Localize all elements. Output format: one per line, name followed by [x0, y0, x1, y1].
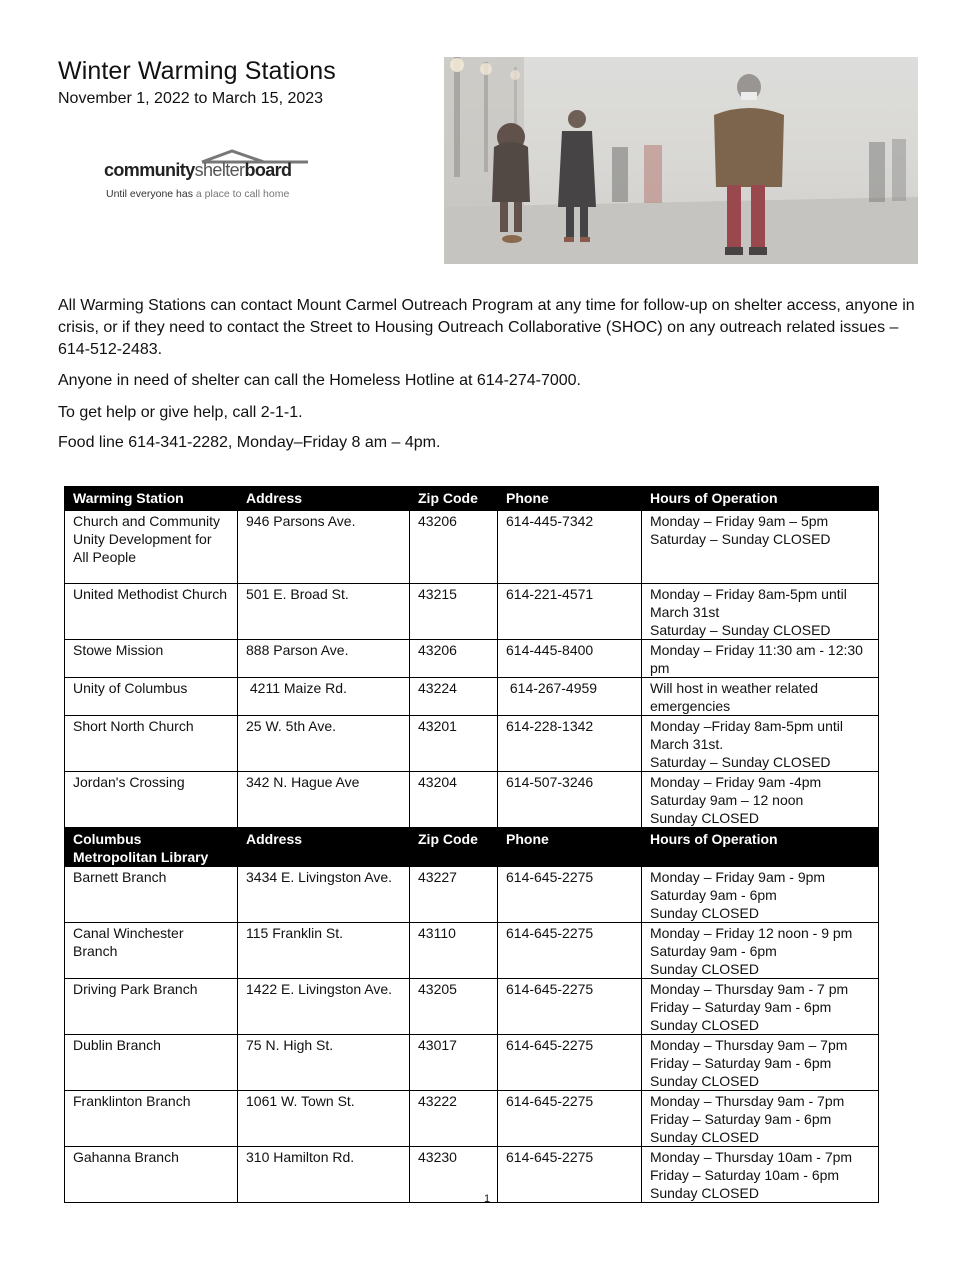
cell-address: 1422 E. Livingston Ave. — [238, 979, 410, 1035]
hours-line: Friday – Saturday 9am - 6pm — [650, 999, 832, 1015]
cell-address: 1061 W. Town St. — [238, 1091, 410, 1147]
table-row — [65, 640, 879, 678]
winter-street-photo — [444, 57, 918, 264]
cell-name: Canal Winchester Branch — [65, 923, 238, 979]
food-line-paragraph: Food line 614-341-2282, Monday–Friday 8 am – 4pm. — [58, 434, 441, 451]
cell-name: Dublin Branch — [65, 1035, 238, 1091]
page-title: Winter Warming Stations — [58, 57, 336, 85]
cell-zip: 43227 — [410, 867, 498, 923]
cell-name: United Methodist Church — [65, 584, 238, 640]
cell-hours — [642, 772, 879, 828]
table-row — [65, 1091, 879, 1147]
cell-zip: 43215 — [410, 584, 498, 640]
cell-zip: 43224 — [410, 678, 498, 716]
cell-hours — [642, 584, 879, 640]
hours-line: Monday – Friday 11:30 am - 12:30 pm — [650, 642, 863, 676]
table-row — [65, 511, 879, 584]
cell-hours — [642, 716, 879, 772]
cell-phone: 614-645-2275 — [498, 867, 642, 923]
cell-zip: 43222 — [410, 1091, 498, 1147]
cell-zip: 43230 — [410, 1147, 498, 1203]
hours-line: Saturday – Sunday CLOSED — [650, 622, 831, 638]
table-row — [65, 867, 879, 923]
column-header: Hours of Operation — [642, 487, 879, 511]
logo-tagline — [106, 188, 289, 200]
column-header: Address — [238, 828, 410, 867]
cell-address: 501 E. Broad St. — [238, 584, 410, 640]
cell-zip: 43205 — [410, 979, 498, 1035]
hours-line: Monday – Friday 8am-5pm until March 31st — [650, 586, 847, 620]
page-number: 1 — [484, 1193, 491, 1205]
hours-line: Monday – Friday 9am - 9pm — [650, 869, 826, 885]
hours-line: Monday – Thursday 10am - 7pm — [650, 1149, 853, 1165]
table-header-row — [65, 487, 879, 511]
table-row — [65, 1147, 879, 1203]
cell-hours — [642, 979, 879, 1035]
column-header: Zip Code — [410, 828, 498, 867]
hours-line: Sunday CLOSED — [650, 1185, 759, 1201]
hours-line: Sunday CLOSED — [650, 810, 759, 826]
table-row — [65, 584, 879, 640]
hours-line: Monday – Friday 12 noon - 9 pm — [650, 925, 853, 941]
cell-hours — [642, 640, 879, 678]
hours-line: Monday – Thursday 9am - 7 pm — [650, 981, 849, 997]
cell-phone: 614-221-4571 — [498, 584, 642, 640]
table-row — [65, 979, 879, 1035]
hours-line: Sunday CLOSED — [650, 1073, 759, 1089]
cell-hours — [642, 867, 879, 923]
column-header: Phone — [498, 487, 642, 511]
column-header: Zip Code — [410, 487, 498, 511]
hours-line: Monday – Friday 9am – 5pm — [650, 513, 829, 529]
hours-line: Sunday CLOSED — [650, 961, 759, 977]
column-header: Warming Station — [65, 487, 238, 511]
hours-line: Friday – Saturday 9am - 6pm — [650, 1111, 832, 1127]
cell-hours — [642, 1035, 879, 1091]
hours-line: Saturday 9am - 6pm — [650, 943, 777, 959]
warming-stations-table — [64, 486, 879, 1203]
hours-line: Sunday CLOSED — [650, 905, 759, 921]
hours-line: Saturday 9am - 6pm — [650, 887, 777, 903]
hours-line: Monday – Friday 9am -4pm — [650, 774, 822, 790]
cell-phone: 614-645-2275 — [498, 1147, 642, 1203]
help-paragraph: To get help or give help, call 2-1-1. — [58, 404, 303, 421]
cell-name: Driving Park Branch — [65, 979, 238, 1035]
cell-name: Short North Church — [65, 716, 238, 772]
hours-line: Friday – Saturday 10am - 6pm — [650, 1167, 840, 1183]
hours-line: Will host in weather related emergencies — [650, 680, 819, 714]
cell-zip: 43017 — [410, 1035, 498, 1091]
table-row — [65, 716, 879, 772]
hours-line: Saturday 9am – 12 noon — [650, 792, 804, 808]
cell-address: 115 Franklin St. — [238, 923, 410, 979]
hours-line: Monday – Thursday 9am - 7pm — [650, 1093, 845, 1109]
hours-line: Saturday – Sunday CLOSED — [650, 531, 831, 547]
cell-address: 946 Parsons Ave. — [238, 511, 410, 584]
column-header: Address — [238, 487, 410, 511]
logo-tagline-part-2: a place to call home — [195, 188, 290, 200]
cell-hours — [642, 678, 879, 716]
cell-hours — [642, 923, 879, 979]
cell-phone: 614-267-4959 — [498, 678, 642, 716]
cell-phone: 614-645-2275 — [498, 923, 642, 979]
cell-phone: 614-228-1342 — [498, 716, 642, 772]
cell-name: Barnett Branch — [65, 867, 238, 923]
cell-phone: 614-445-8400 — [498, 640, 642, 678]
hours-line: Sunday CLOSED — [650, 1129, 759, 1145]
cell-address: 888 Parson Ave. — [238, 640, 410, 678]
table-row — [65, 678, 879, 716]
cell-zip: 43201 — [410, 716, 498, 772]
cell-phone: 614-445-7342 — [498, 511, 642, 584]
logo-word-community: community — [104, 160, 195, 180]
logo-word-board: board — [244, 160, 292, 180]
cell-name: Church and Community Unity Development for All People — [65, 511, 238, 584]
column-header: Phone — [498, 828, 642, 867]
cell-name: Franklinton Branch — [65, 1091, 238, 1147]
hours-line: Monday –Friday 8am-5pm until March 31st. — [650, 718, 843, 752]
cell-name: Stowe Mission — [65, 640, 238, 678]
cell-zip: 43110 — [410, 923, 498, 979]
cell-hours — [642, 1091, 879, 1147]
column-header: Hours of Operation — [642, 828, 879, 867]
cell-address: 3434 E. Livingston Ave. — [238, 867, 410, 923]
hours-line: Monday – Thursday 9am – 7pm — [650, 1037, 848, 1053]
cell-hours — [642, 511, 879, 584]
cell-zip: 43204 — [410, 772, 498, 828]
cell-phone: 614-645-2275 — [498, 979, 642, 1035]
table-row — [65, 923, 879, 979]
cell-address: 25 W. 5th Ave. — [238, 716, 410, 772]
table-header-row — [65, 828, 879, 867]
table-row — [65, 1035, 879, 1091]
hours-line: Saturday – Sunday CLOSED — [650, 754, 831, 770]
cell-name: Gahanna Branch — [65, 1147, 238, 1203]
date-range: November 1, 2022 to March 15, 2023 — [58, 90, 324, 107]
logo-tagline-part-1: Until everyone has — [106, 188, 196, 200]
cell-zip: 43206 — [410, 640, 498, 678]
cell-address: 4211 Maize Rd. — [238, 678, 410, 716]
cell-address: 342 N. Hague Ave — [238, 772, 410, 828]
cell-phone: 614-645-2275 — [498, 1091, 642, 1147]
cell-name: Unity of Columbus — [65, 678, 238, 716]
cell-phone: 614-645-2275 — [498, 1035, 642, 1091]
cell-hours — [642, 1147, 879, 1203]
community-shelter-board-logo — [104, 148, 324, 208]
logo-wordmark — [104, 160, 291, 181]
cell-address: 310 Hamilton Rd. — [238, 1147, 410, 1203]
hours-line: Friday – Saturday 9am - 6pm — [650, 1055, 832, 1071]
logo-word-shelter: shelter — [194, 160, 245, 180]
cell-address: 75 N. High St. — [238, 1035, 410, 1091]
cell-phone: 614-507-3246 — [498, 772, 642, 828]
hours-line: Sunday CLOSED — [650, 1017, 759, 1033]
winter-scene-image — [444, 57, 918, 264]
column-header: Columbus Metropolitan Library — [65, 828, 238, 867]
hotline-paragraph: Anyone in need of shelter can call the Homeless Hotline at 614-274-7000. — [58, 372, 581, 389]
outreach-paragraph: All Warming Stations can contact Mount Carmel Outreach Program at any time for follow-up on shelter access, anyone in crisis, or if they need to contact the Street to Housing Outreach Collaborative (SHOC) on any outreach related issues – 614-512-2483. — [58, 297, 915, 358]
cell-zip: 43206 — [410, 511, 498, 584]
cell-name: Jordan's Crossing — [65, 772, 238, 828]
table-row — [65, 772, 879, 828]
